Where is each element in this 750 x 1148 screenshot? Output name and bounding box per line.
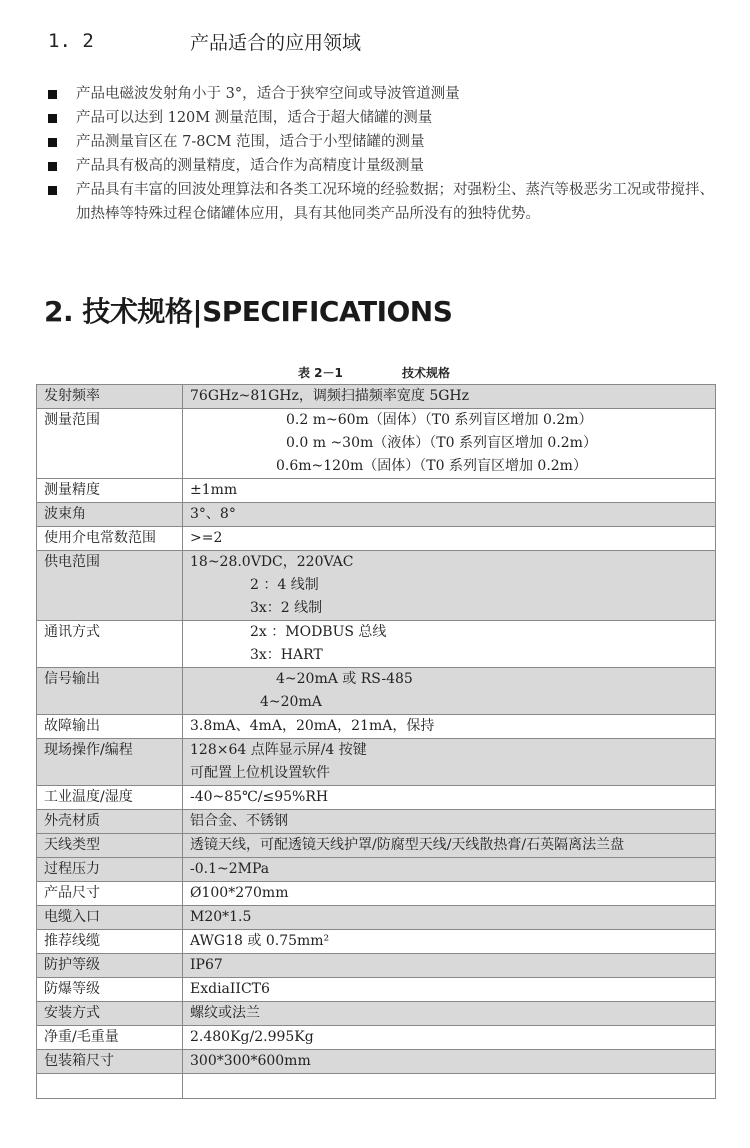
spec-label: 产品尺寸: [37, 882, 183, 906]
spec-label: 过程压力: [37, 858, 183, 882]
spec-label: 发射频率: [37, 385, 183, 409]
bullet-text: 产品具有丰富的回波处理算法和各类工况环境的经验数据；对强粉尘、蒸汽等极恶劣工况或带搅拌、加热棒等特殊过程仓储罐体应用，具有其他同类产品所没有的独特优势。: [76, 182, 714, 222]
spec-label: 故障输出: [37, 715, 183, 739]
spec-value: 76GHz~81GHz，调频扫描频率宽度 5GHz: [183, 385, 716, 409]
spec-label: 工业温度/湿度: [37, 786, 183, 810]
table-row: [37, 954, 716, 978]
square-bullet-icon: [48, 90, 57, 99]
spec-value: 0.2 m~60m（固体）（T0 系列盲区增加 0.2m） 0.0 m ~30m（液体）（T0 系列盲区增加 0.2m） 0.6m~120m（固体）（T0 系列盲区增加 0.2m）: [183, 409, 716, 479]
table-row: [37, 930, 716, 954]
list-item: [46, 178, 726, 226]
table-row: [37, 906, 716, 930]
spec-value: >=2: [183, 527, 716, 551]
specifications-heading: 2. 技术规格|SPECIFICATIONS: [44, 295, 453, 328]
bullet-text: 产品可以达到 120M 测量范围，适合于超大储罐的测量: [76, 110, 433, 126]
spec-value: 2x ：MODBUS 总线 3x：HART: [183, 621, 716, 668]
list-item: [46, 130, 726, 154]
spec-value: 18~28.0VDC，220VAC 2 ：4 线制 3x：2 线制: [183, 551, 716, 621]
table-row-empty: [37, 1074, 716, 1099]
table-row: [37, 882, 716, 906]
spec-value: 300*300*600mm: [183, 1050, 716, 1074]
spec-value: 铝合金、不锈钢: [183, 810, 716, 834]
table-row: [37, 810, 716, 834]
spec-label: 防爆等级: [37, 978, 183, 1002]
spec-value: ExdiaIICT6: [183, 978, 716, 1002]
square-bullet-icon: [48, 186, 57, 195]
spec-label: 测量精度: [37, 479, 183, 503]
spec-label: 现场操作/编程: [37, 739, 183, 786]
list-item: [46, 154, 726, 178]
table-row: [37, 978, 716, 1002]
spec-value: ±1mm: [183, 479, 716, 503]
table-row: [37, 668, 716, 715]
spec-value: 2.480Kg/2.995Kg: [183, 1026, 716, 1050]
spec-value: M20*1.5: [183, 906, 716, 930]
table-caption: [36, 364, 716, 384]
spec-value: -0.1~2MPa: [183, 858, 716, 882]
spec-value: 128×64 点阵显示屏/4 按键 可配置上位机设置软件: [183, 739, 716, 786]
section-header: [48, 28, 708, 58]
list-item: [46, 82, 726, 106]
specifications-table: [36, 384, 716, 1099]
table-row: [37, 858, 716, 882]
bullet-text: 产品电磁波发射角小于 3°，适合于狭窄空间或导波管道测量: [76, 86, 460, 102]
table-row: [37, 479, 716, 503]
table-row: [37, 739, 716, 786]
list-item: [46, 106, 726, 130]
spec-label: 净重/毛重量: [37, 1026, 183, 1050]
spec-label: 使用介电常数范围: [37, 527, 183, 551]
spec-label: 防护等级: [37, 954, 183, 978]
spec-value: 螺纹或法兰: [183, 1002, 716, 1026]
table-row: [37, 1026, 716, 1050]
spec-label: 外壳材质: [37, 810, 183, 834]
spec-label: 推荐线缆: [37, 930, 183, 954]
spec-value: 透镜天线，可配透镜天线护罩/防腐型天线/天线散热膏/石英隔离法兰盘: [183, 834, 716, 858]
spec-value: 3°、8°: [183, 503, 716, 527]
table-row: [37, 786, 716, 810]
spec-value: 4~20mA 或 RS-485 4~20mA: [183, 668, 716, 715]
table-row: [37, 715, 716, 739]
spec-label: 波束角: [37, 503, 183, 527]
spec-value: AWG18 或 0.75mm²: [183, 930, 716, 954]
spec-value-empty: [183, 1074, 716, 1099]
table-caption-title: 技术规格: [402, 366, 451, 380]
spec-label: 包装箱尺寸: [37, 1050, 183, 1074]
spec-label: 测量范围: [37, 409, 183, 479]
spec-value: IP67: [183, 954, 716, 978]
spec-label: 天线类型: [37, 834, 183, 858]
table-row: [37, 527, 716, 551]
spec-value: Ø100*270mm: [183, 882, 716, 906]
spec-label: 信号输出: [37, 668, 183, 715]
table-row: [37, 409, 716, 479]
section-number: 1. 2: [48, 30, 94, 52]
table-row: [37, 551, 716, 621]
square-bullet-icon: [48, 138, 57, 147]
table-row: [37, 1002, 716, 1026]
square-bullet-icon: [48, 162, 57, 171]
spec-label-empty: [37, 1074, 183, 1099]
table-row: [37, 385, 716, 409]
bullet-text: 产品测量盲区在 7-8CM 范围，适合于小型储罐的测量: [76, 134, 425, 150]
table-row: [37, 1050, 716, 1074]
section-title: 产品适合的应用领域: [190, 32, 362, 54]
bullet-text: 产品具有极高的测量精度，适合作为高精度计量级测量: [76, 158, 424, 174]
table-row: [37, 621, 716, 668]
spec-value: 3.8mA、4mA，20mA，21mA，保持: [183, 715, 716, 739]
table-row: [37, 834, 716, 858]
table-caption-number: 表 2－1: [298, 366, 343, 380]
application-bullet-list: [46, 82, 726, 226]
table-row: [37, 503, 716, 527]
spec-value: -40~85℃/≤95%RH: [183, 786, 716, 810]
spec-label: 供电范围: [37, 551, 183, 621]
spec-label: 安装方式: [37, 1002, 183, 1026]
square-bullet-icon: [48, 114, 57, 123]
spec-label: 通讯方式: [37, 621, 183, 668]
spec-label: 电缆入口: [37, 906, 183, 930]
